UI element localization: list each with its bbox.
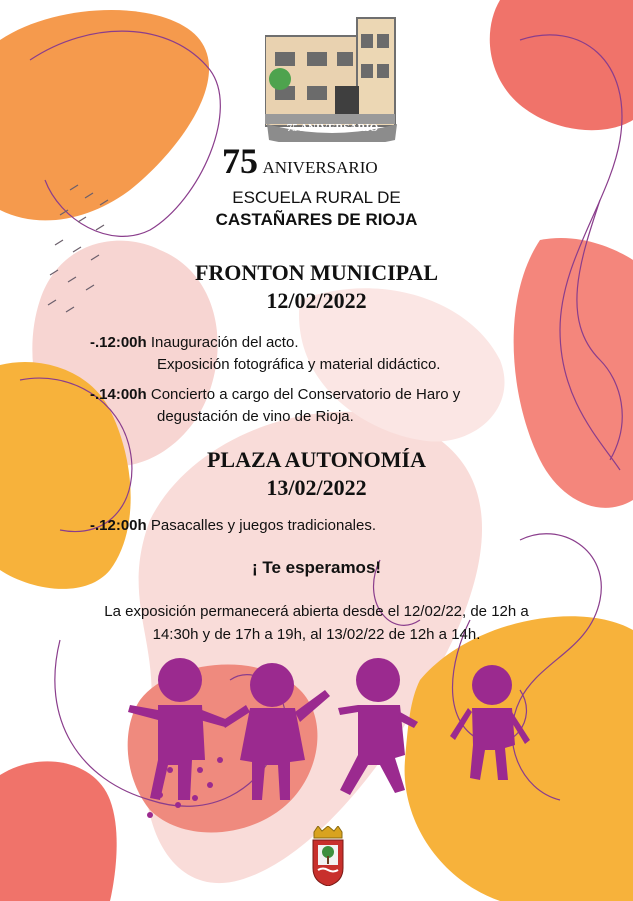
event-3-time-line [90, 515, 376, 537]
section2-date: 13/02/2022 [266, 475, 367, 500]
event-description: Inauguración del acto. [150, 334, 299, 351]
event-time: -.14:00h [90, 386, 147, 403]
section2-venue: PLAZA AUTONOMÍA [206, 447, 426, 472]
event-1-line2: Exposición fotográfica y material didáctico. [157, 356, 441, 373]
section1-venue: FRONTON MUNICIPAL [194, 260, 439, 285]
call-to-action: ¡ Te esperamos! [251, 558, 382, 577]
event-description: Concierto a cargo del Conservatorio de Haro y [150, 386, 461, 403]
event-1-time-line [90, 332, 298, 354]
section1-date: 12/02/2022 [266, 288, 367, 313]
anniversary-word: ANIVERSARIO [262, 158, 378, 177]
exhibition-note-line2: 14:30h y de 17h a 19h, al 13/02/22 de 12h a 14h. [152, 626, 481, 643]
school-logo [265, 14, 400, 142]
event-2-time-line [90, 384, 460, 406]
anniversary-line [222, 140, 442, 184]
school-name-line2: CASTAÑARES DE RIOJA [215, 210, 418, 229]
coral-blob-top-right [490, 0, 633, 130]
coat-of-arms-icon [308, 826, 348, 886]
anniversary-number: 75 [222, 141, 258, 181]
coral-blob-bottom-left [0, 761, 117, 901]
event-time: -.12:00h [90, 334, 147, 351]
event-2-line2: degustación de vino de Rioja. [157, 408, 354, 425]
event-time: -.12:00h [90, 517, 147, 534]
logo-banner-text: 75 ANIVERSARIO [286, 122, 379, 134]
event-description: Pasacalles y juegos tradicionales. [150, 517, 376, 534]
school-name-line1: ESCUELA RURAL DE [232, 188, 401, 207]
exhibition-note-line1: La exposición permanecerá abierta desde el 12/02/22, de 12h a [104, 603, 529, 620]
